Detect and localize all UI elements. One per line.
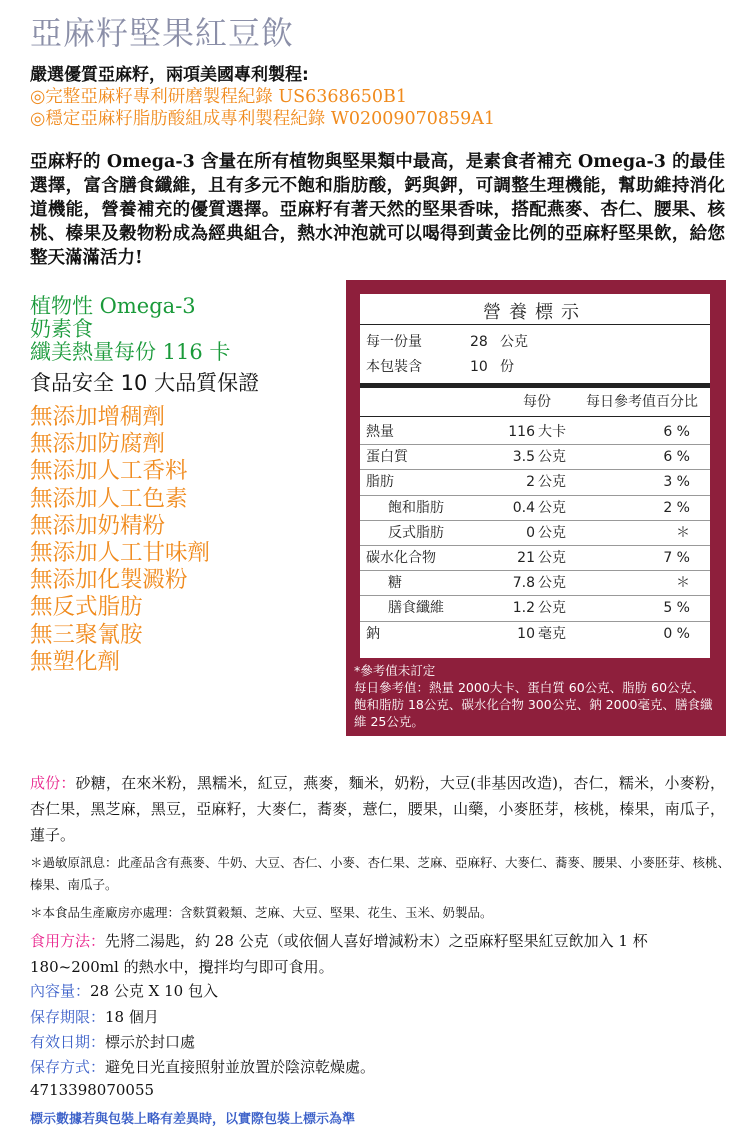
expiry-value: 標示於封口處 [105, 1033, 196, 1051]
usage-instructions [30, 928, 725, 980]
ingredients-text: 砂糖，在來米粉，黑糯米，紅豆，燕麥，麵米，奶粉，大豆(非基因改造)，杏仁，糯米，小麥粉，杏仁果，黑芝麻，黑豆，亞麻籽，大麥仁，蕎麥，薏仁，腰果，山藥，小麥胚芽，核桃，榛果，南瓜子，蓮子。 [30, 774, 725, 844]
nutrient-label: 鈉 [366, 625, 380, 642]
nutrient-label: 糖 [388, 575, 402, 592]
nutrient-unit: 公克 [538, 550, 566, 566]
guarantee-item: 無三聚氰胺 [30, 621, 143, 648]
serving-size-row [360, 330, 710, 354]
daily-value-header: 每日參考值百分比 [586, 394, 698, 410]
per-serving-header: 每份 [523, 394, 551, 410]
storage-value: 避免日光直接照射並放置於陰涼乾燥處。 [105, 1058, 376, 1076]
allergen-info: ＊過敏原訊息：此產品含有燕麥、牛奶、大豆、杏仁、小麥、杏仁果、芝麻、亞麻籽、大麥仁、蕎麥、腰果、小麥胚芽、核桃、榛果、南瓜子。 [30, 855, 731, 892]
product-description: 亞麻籽的 Omega-3 含量在所有植物與堅果類中最高，是素食者補充 Omega-3 的最佳選擇，富含膳食纖維，且有多元不飽和脂肪酸，鈣與鉀，可調整生理機能，幫助維持消化道機能，營養補充的優質選擇。亞麻籽有著天然的堅果香味，搭配燕麥、杏仁、腰果、核桃、榛果及穀物粉成為經典組合，熱水沖泡就可以喝得到黃金比例的亞麻籽堅果飲，給您整天滿滿活力! [30, 152, 725, 268]
shelf-label: 保存期限： [30, 1008, 106, 1026]
note-daily-reference: 每日參考值：熱量 2000大卡、蛋白質 60公克、脂肪 60公克、飽和脂肪 18公克、碳水化合物 300公克、鈉 2000毫克、膳食纖維 25公克。 [354, 680, 713, 729]
guarantee-item: 無添加奶精粉 [30, 512, 166, 539]
serving-size-unit: 公克 [500, 334, 528, 350]
nutrient-value: 7.8 [512, 575, 535, 592]
guarantee-item: 無反式脂肪 [30, 594, 143, 621]
nutrient-value: 116 [508, 424, 535, 440]
nutrient-value: 10 [517, 625, 535, 642]
nutrient-daily-value: 5 % [663, 600, 690, 617]
nutrient-value: 3.5 [512, 449, 535, 466]
serving-size-value: 28 [470, 334, 488, 350]
nutrient-value: 0 [526, 524, 535, 541]
nutrition-title: 營養標示 [483, 302, 587, 323]
nutrient-daily-value: 2 % [663, 499, 690, 516]
nutrient-daily-value: ＊ [676, 524, 690, 541]
ingredients [30, 770, 725, 848]
nutrient-label: 熱量 [366, 424, 394, 440]
nutrition-facts-table [360, 294, 710, 658]
servings-value: 10 [470, 359, 488, 375]
servings-per-pack-row [360, 355, 710, 379]
expiry-label: 有效日期： [30, 1033, 106, 1051]
nutrient-label: 反式脂肪 [388, 524, 444, 541]
guarantee-item: 無添加人工甘味劑 [30, 540, 211, 567]
patent-line: ◎完整亞麻籽專利研磨製程紀錄 US6368650B1 [30, 87, 408, 107]
nutrient-unit: 毫克 [538, 625, 566, 642]
nutrient-unit: 公克 [538, 474, 566, 491]
nutrient-value: 21 [517, 550, 535, 566]
guarantee-item: 無添加增稠劑 [30, 404, 166, 430]
factory-info: ＊本食品生產廠房亦處理：含麩質穀類、芝麻、大豆、堅果、花生、玉米、奶製品。 [30, 905, 493, 920]
nutrient-label: 飽和脂肪 [388, 499, 444, 516]
ingredients-label: 成份： [30, 774, 76, 792]
nutrient-unit: 公克 [538, 499, 566, 516]
nutrition-row [360, 445, 710, 469]
page-title: 亞麻籽堅果紅豆飲 [30, 14, 295, 52]
servings-label: 本包裝含 [366, 359, 422, 375]
guarantee-item: 無添加化製澱粉 [30, 567, 188, 594]
nutrient-daily-value: 7 % [663, 550, 690, 566]
nutrient-label: 膳食纖維 [388, 600, 444, 617]
guarantee-item: 無塑化劑 [30, 648, 121, 675]
intro-heading: 嚴選優質亞麻籽，兩項美國專利製程: [30, 65, 309, 85]
nutrient-daily-value: 3 % [663, 474, 690, 491]
note-undefined: *參考值未訂定 [354, 663, 436, 678]
serving-size-label: 每一份量 [366, 334, 422, 350]
shelf-life-info [30, 1006, 159, 1027]
nutrient-value: 0.4 [512, 499, 535, 516]
guarantee-item: 無添加人工色素 [30, 485, 188, 512]
nutrient-value: 2 [526, 474, 535, 491]
nutrition-note [354, 662, 716, 730]
guarantee-item: 無添加人工香料 [30, 458, 188, 485]
feature-omega3: 植物性 Omega-3 [30, 294, 196, 318]
nutrient-unit: 大卡 [538, 424, 566, 440]
nutrient-daily-value: 6 % [663, 449, 690, 466]
content-info [30, 980, 218, 1001]
content-value: 28 公克 X 10 包入 [90, 982, 218, 1000]
content-label: 內容量： [30, 982, 91, 1000]
feature-calories: 纖美熱量每份 116 卡 [30, 340, 231, 364]
nutrition-row [360, 546, 710, 570]
nutrient-daily-value: 6 % [663, 424, 690, 440]
shelf-value: 18 個月 [105, 1008, 159, 1026]
nutrient-label: 碳水化合物 [366, 550, 436, 566]
nutrition-facts-panel [346, 280, 726, 736]
nutrient-unit: 公克 [538, 575, 566, 592]
nutrient-value: 1.2 [512, 600, 535, 617]
nutrient-unit: 公克 [538, 524, 566, 541]
nutrient-label: 蛋白質 [366, 449, 408, 466]
guarantee-list [30, 404, 210, 676]
nutrient-label: 脂肪 [366, 474, 394, 491]
guarantee-item: 無添加防腐劑 [30, 431, 166, 458]
feature-vegetarian: 奶素食 [30, 317, 93, 341]
nutrition-row [360, 496, 710, 520]
safety-heading: 食品安全 10 大品質保證 [30, 371, 260, 395]
patent-line: ◎穩定亞麻籽脂肪酸組成專利製程紀錄 W02009070859A1 [30, 109, 496, 129]
barcode-number: 4713398070055 [30, 1081, 155, 1099]
nutrition-row [360, 571, 710, 595]
nutrition-header-row [360, 390, 710, 414]
usage-label: 食用方法： [30, 932, 106, 950]
usage-text: 先將二湯匙，約 28 公克（或依個人喜好增減粉末）之亞麻籽堅果紅豆飲加入 1 杯 180~200ml 的熱水中，攪拌均勻即可食用。 [30, 932, 648, 976]
nutrition-row [360, 521, 710, 545]
expiry-info [30, 1031, 195, 1052]
nutrition-row [360, 470, 710, 494]
footnote: 標示數據若與包裝上略有差異時，以實際包裝上標示為準 [30, 1112, 356, 1127]
nutrition-row [360, 596, 710, 620]
nutrition-row [360, 420, 710, 444]
storage-info [30, 1056, 375, 1077]
nutrient-unit: 公克 [538, 600, 566, 617]
nutrient-daily-value: ＊ [676, 575, 690, 592]
nutrient-daily-value: 0 % [663, 625, 690, 642]
storage-label: 保存方式： [30, 1058, 106, 1076]
nutrient-unit: 公克 [538, 449, 566, 466]
nutrition-row [360, 622, 710, 646]
servings-unit: 份 [500, 359, 514, 375]
